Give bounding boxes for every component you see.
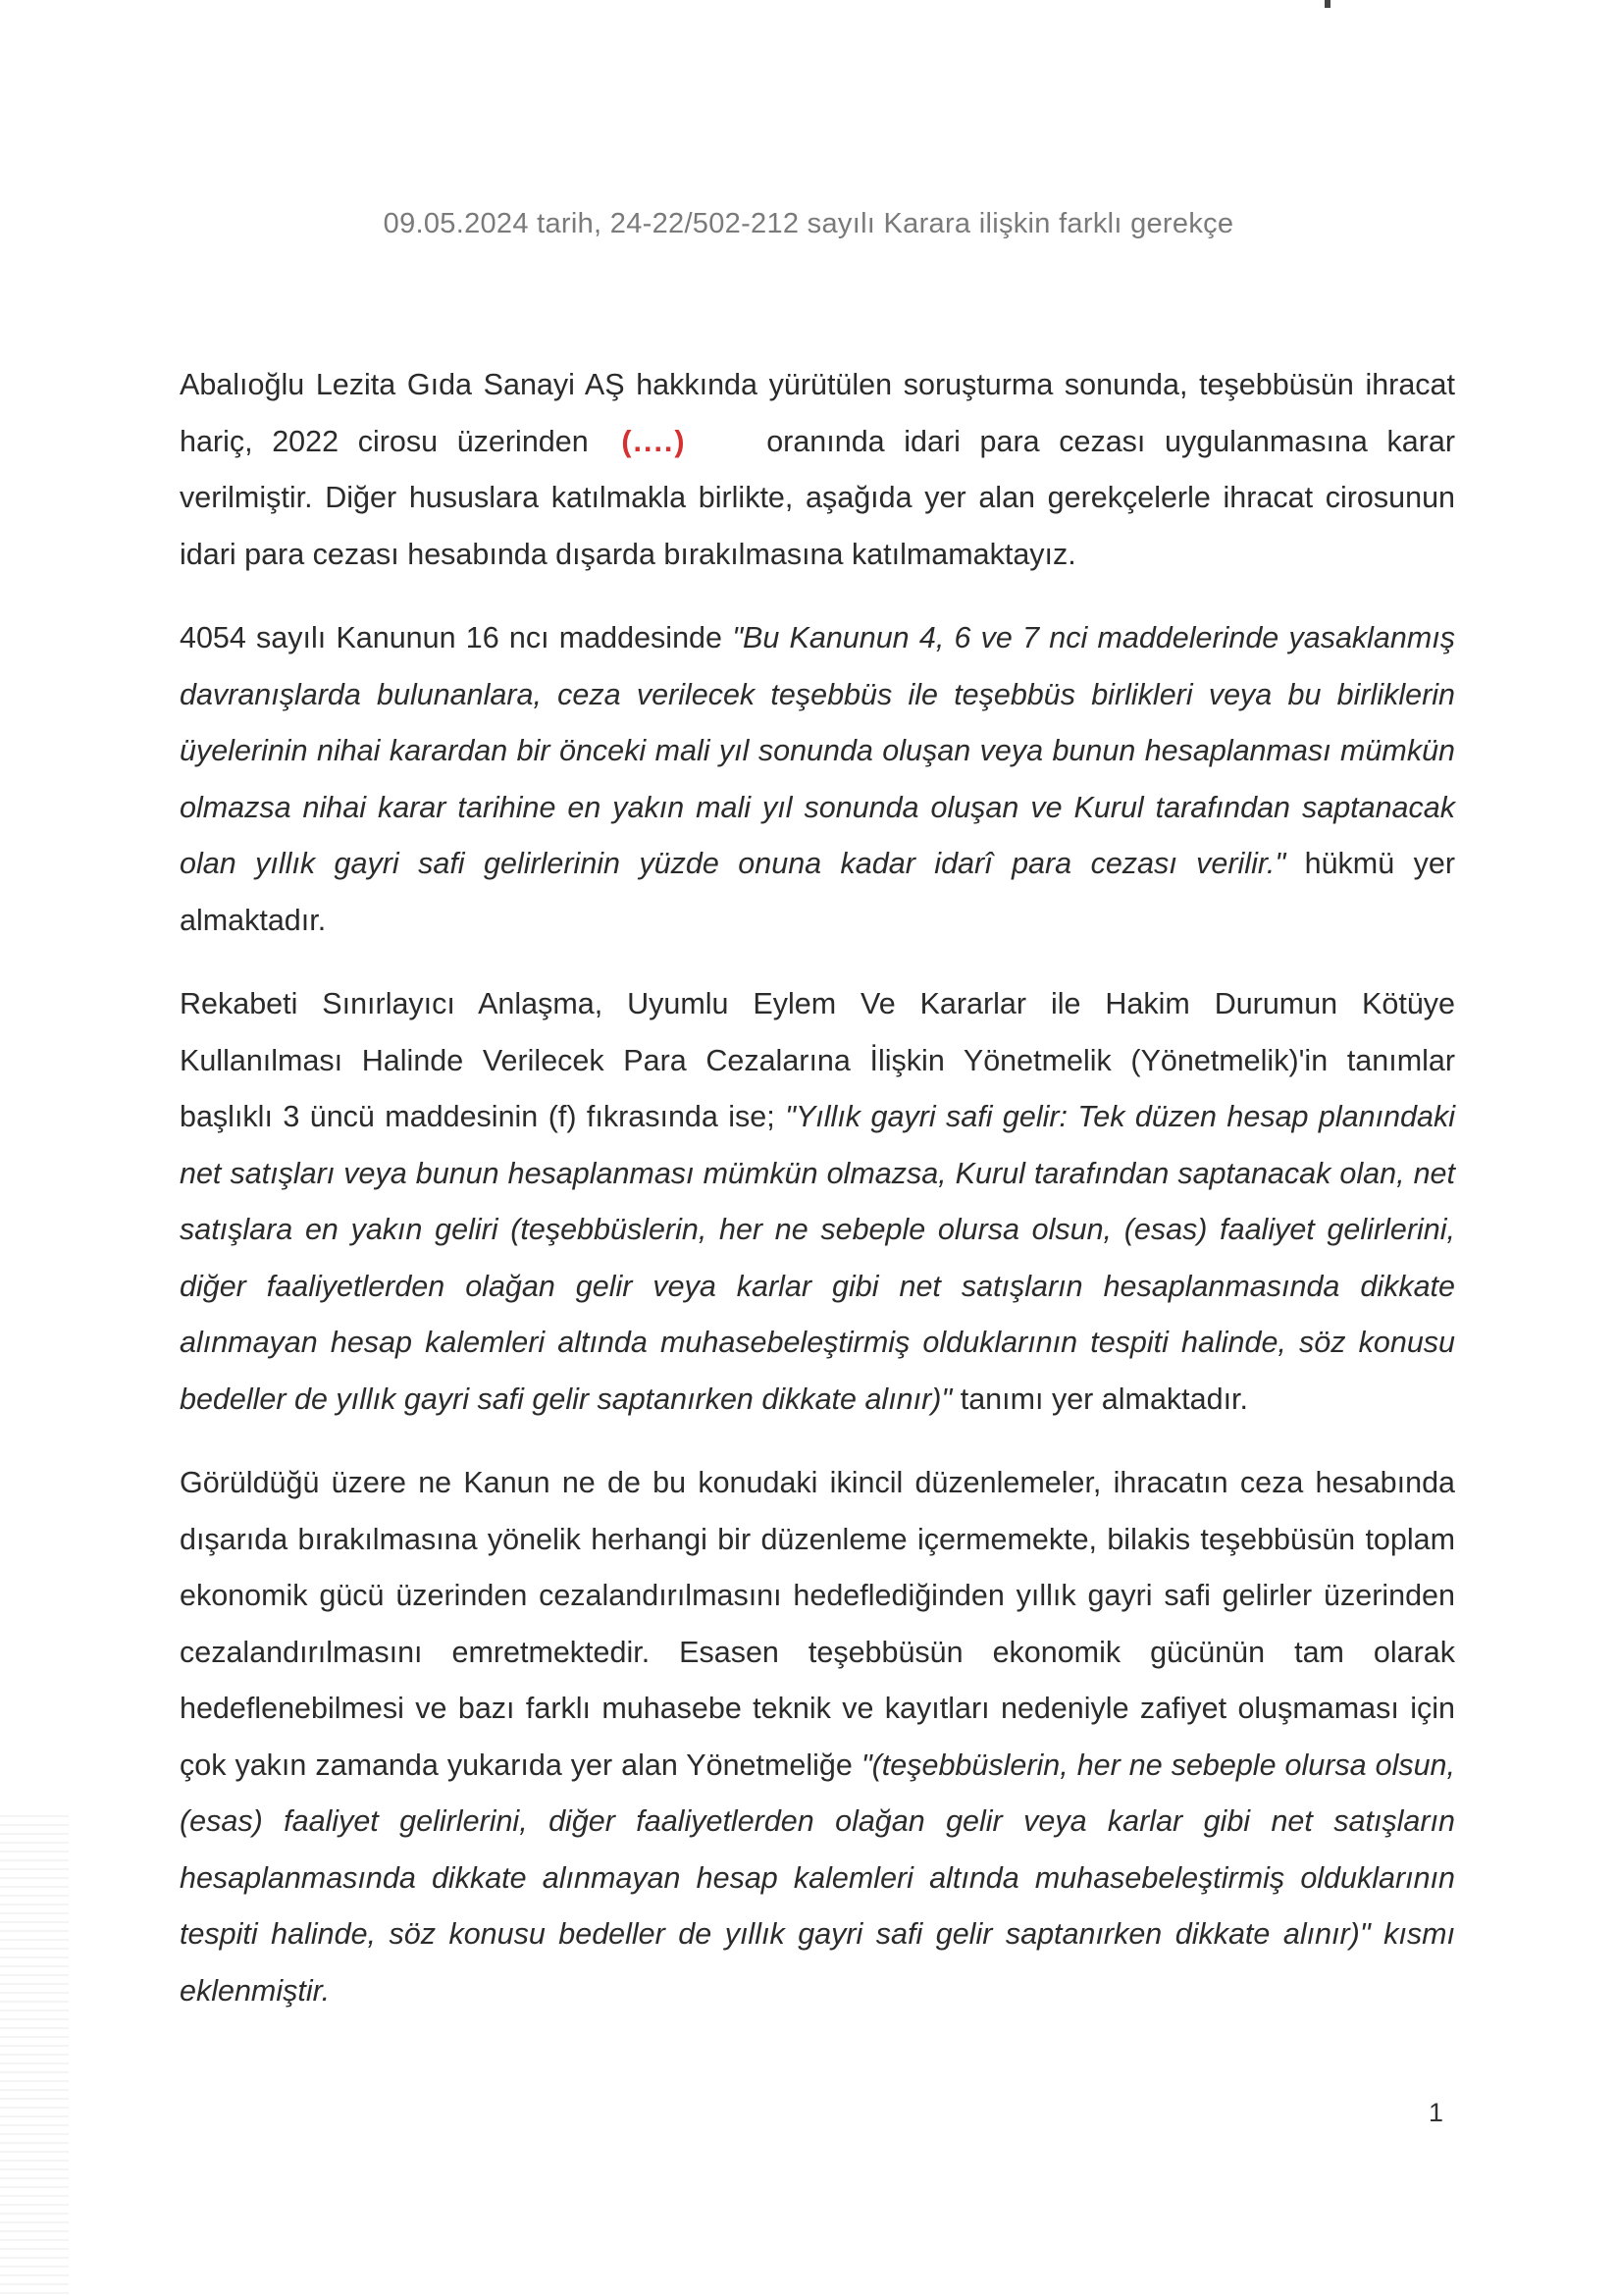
paragraph-3-lead: Rekabeti Sınırlayıcı Anlaşma, Uyumlu Eylem Ve Kararlar ile Hakim Durumun Kötüye Kullanılması Halinde Verilecek Para Cezalarına İlişkin Yönetmelik (Yönetmelik)'in tanımlar başlıklı 3 üncü maddesinin (f) fıkrasında ise;: [180, 987, 1455, 1133]
paragraph-3: [180, 976, 1455, 1428]
paragraph-2-quote: "Bu Kanunun 4, 6 ve 7 nci maddelerinde yasaklanmış davranışlarda bulunanlara, ceza verilecek teşebbüs ile teşebbüs birlikleri veya bu birliklerin üyelerinin nihai karardan bir önceki mali yıl sonunda oluşan veya bunun hesaplanması mümkün olmazsa nihai karar tarihine en yakın mali yıl sonunda oluşan ve Kurul tarafından saptanacak olan yıllık gayri safi gelirlerinin yüzde onuna kadar idarî para cezası verilir.": [180, 621, 1455, 880]
paragraph-2-lead: 4054 sayılı Kanunun 16 ncı maddesinde: [180, 621, 733, 654]
paragraph-1: [180, 357, 1455, 583]
scan-mark: [1325, 0, 1330, 8]
scan-edge-artifact: [0, 1815, 69, 2296]
page-number: 1: [1429, 2098, 1444, 2127]
paragraph-4-quote: "(teşebbüslerin, her ne sebeple olursa olsun, (esas) faaliyet gelirlerini, diğer faaliyetlerden olağan gelir veya karlar gibi net satışların hesaplanmasında dikkate alınmayan hesap kalemleri altında muhasebeleştirmiş olduklarının tespiti halinde, söz konusu bedeller de yıllık gayri safi gelir saptanırken dikkate alınır)" kısmı eklenmiştir.: [180, 1748, 1455, 2008]
redaction-mark: (....): [621, 424, 687, 458]
document-body: [180, 357, 1455, 2047]
paragraph-3-tail: tanımı yer almaktadır.: [952, 1382, 1248, 1416]
document-title: 09.05.2024 tarih, 24-22/502-212 sayılı Karara ilişkin farklı gerekçe: [383, 208, 1234, 239]
paragraph-4-lead: Görüldüğü üzere ne Kanun ne de bu konudaki ikincil düzenlemeler, ihracatın ceza hesabında dışarıda bırakılmasına yönelik herhangi bir düzenleme içermemekte, bilakis teşebbüsün toplam ekonomik gücü üzerinden cezalandırılmasını hedeflediğinden yıllık gayri safi gelirler üzerinden cezalandırılmasını emretmektedir. Esasen teşebbüsün ekonomik gücünün tam olarak hedeflenebilmesi ve bazı farklı muhasebe teknik ve kayıtları nedeniyle zafiyet oluşmaması için çok yakın zamanda yukarıda yer alan Yönetmeliğe: [180, 1466, 1455, 1782]
paragraph-4: [180, 1455, 1455, 2019]
paragraph-1-text-b: oranında idari para cezası uygulanmasına karar verilmiştir. Diğer hususlara katılmakla birlikte, aşağıda yer alan gerekçelerle ihracat cirosunun idari para cezası hesabında dışarda bırakılmasına katılmamaktayız.: [180, 424, 1456, 571]
paragraph-2: [180, 610, 1455, 949]
paragraph-3-quote: "Yıllık gayri safi gelir: Tek düzen hesap planındaki net satışları veya bunun hesaplanması mümkün olmazsa, Kurul tarafından saptanacak olan, net satışlara en yakın geliri (teşebbüslerin, her ne sebeple olursa olsun, (esas) faaliyet gelirlerini, diğer faaliyetlerden olağan gelir veya karlar gibi net satışların hesaplanmasında dikkate alınmayan hesap kalemleri altında muhasebeleştirmiş olduklarının tespiti halinde, söz konusu bedeller de yıllık gayri safi gelir saptanırken dikkate alınır)": [180, 1100, 1455, 1416]
paragraph-2-tail: hükmü yer almaktadır.: [180, 847, 1455, 937]
paragraph-1-text-a: Abalıoğlu Lezita Gıda Sanayi AŞ hakkında yürütülen soruşturma sonunda, teşebbüsün ihracat hariç, 2022 cirosu üzerinden: [180, 368, 1455, 458]
